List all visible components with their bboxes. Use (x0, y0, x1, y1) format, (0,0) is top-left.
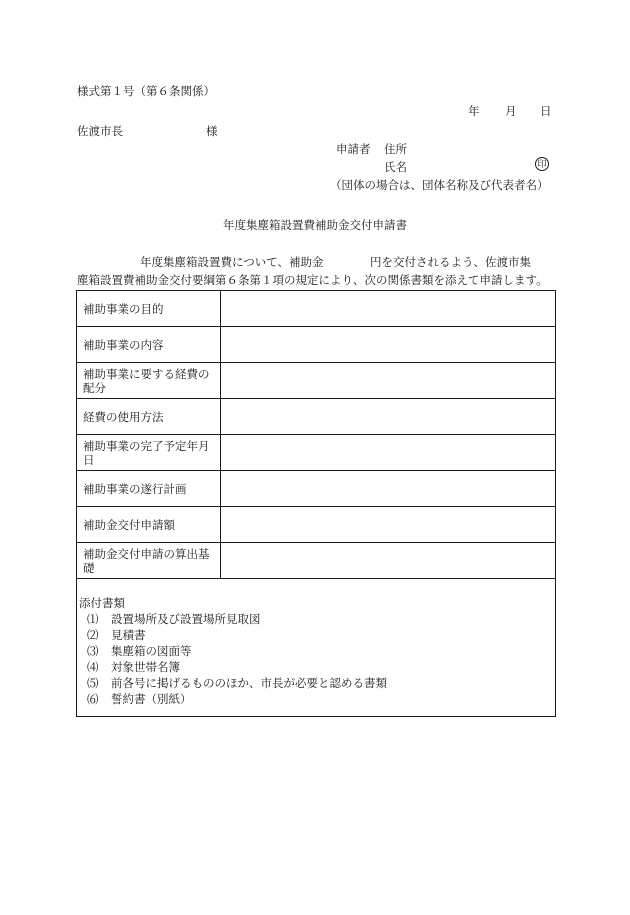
table-row (77, 543, 556, 579)
table-row (77, 327, 556, 363)
row-label: 補助金交付申請の算出基礎 (77, 543, 221, 579)
list-item (87, 627, 387, 643)
address-label: 住所 (384, 142, 407, 156)
row-label: 経費の使用方法 (77, 399, 221, 435)
row-value-field[interactable] (221, 435, 556, 471)
list-item (87, 611, 387, 627)
item-number: ⑷ (87, 660, 99, 674)
document-title: 年度集塵箱設置費補助金交付申請書 (223, 218, 407, 232)
body-line-1-part-a: 年度集塵箱設置費について、補助金 (140, 255, 324, 269)
form-number: 様式第１号（第６条関係） (77, 84, 215, 98)
list-item (87, 643, 387, 659)
seal-icon: 印 (535, 157, 549, 171)
table-row (77, 291, 556, 327)
table-row (77, 435, 556, 471)
attachments-list (87, 611, 387, 707)
item-number: ⑶ (87, 644, 99, 658)
row-label: 補助事業の完了予定年月日 (77, 435, 221, 471)
item-number: ⑴ (87, 612, 99, 626)
row-value-field[interactable] (221, 399, 556, 435)
row-value-field[interactable] (221, 291, 556, 327)
group-note: （団体の場合は、団体名称及び代表者名） (330, 178, 549, 192)
attachments-box (76, 577, 556, 717)
list-item (87, 659, 387, 675)
date-year-label: 年 (468, 104, 480, 118)
item-number: ⑸ (87, 676, 99, 690)
table-row (77, 399, 556, 435)
table-row (77, 471, 556, 507)
item-text: 前各号に掲げるもののほか、市長が必要と認める書類 (111, 676, 387, 690)
row-value-field[interactable] (221, 543, 556, 579)
row-value-field[interactable] (221, 507, 556, 543)
attachments-title: 添付書類 (79, 596, 125, 610)
row-label: 補助事業の遂行計画 (77, 471, 221, 507)
applicant-label: 申請者 (336, 142, 371, 156)
row-label: 補助事業に要する経費の配分 (77, 363, 221, 399)
list-item (87, 691, 387, 707)
row-label: 補助事業の目的 (77, 291, 221, 327)
row-value-field[interactable] (221, 471, 556, 507)
item-text: 誓約書（別紙） (111, 692, 192, 706)
application-table (76, 290, 556, 579)
item-text: 設置場所及び設置場所見取図 (111, 612, 261, 626)
date-month-label: 月 (505, 104, 517, 118)
table-row (77, 507, 556, 543)
body-line-1-part-b: 円を交付されるよう、佐渡市集 (370, 255, 531, 269)
honorific: 様 (206, 124, 218, 138)
item-text: 対象世帯名簿 (111, 660, 180, 674)
date-day-label: 日 (540, 104, 552, 118)
item-text: 見積書 (111, 628, 146, 642)
item-text: 集塵箱の図面等 (111, 644, 192, 658)
table-row (77, 363, 556, 399)
list-item (87, 675, 387, 691)
row-label: 補助事業の内容 (77, 327, 221, 363)
row-value-field[interactable] (221, 327, 556, 363)
name-label: 氏名 (384, 160, 407, 174)
addressee: 佐渡市長 (77, 124, 123, 138)
item-number: ⑵ (87, 628, 99, 642)
row-label: 補助金交付申請額 (77, 507, 221, 543)
item-number: ⑹ (87, 692, 99, 706)
row-value-field[interactable] (221, 363, 556, 399)
body-line-2: 塵箱設置費補助金交付要綱第６条第１項の規定により、次の関係書類を添えて申請します。 (77, 273, 548, 287)
